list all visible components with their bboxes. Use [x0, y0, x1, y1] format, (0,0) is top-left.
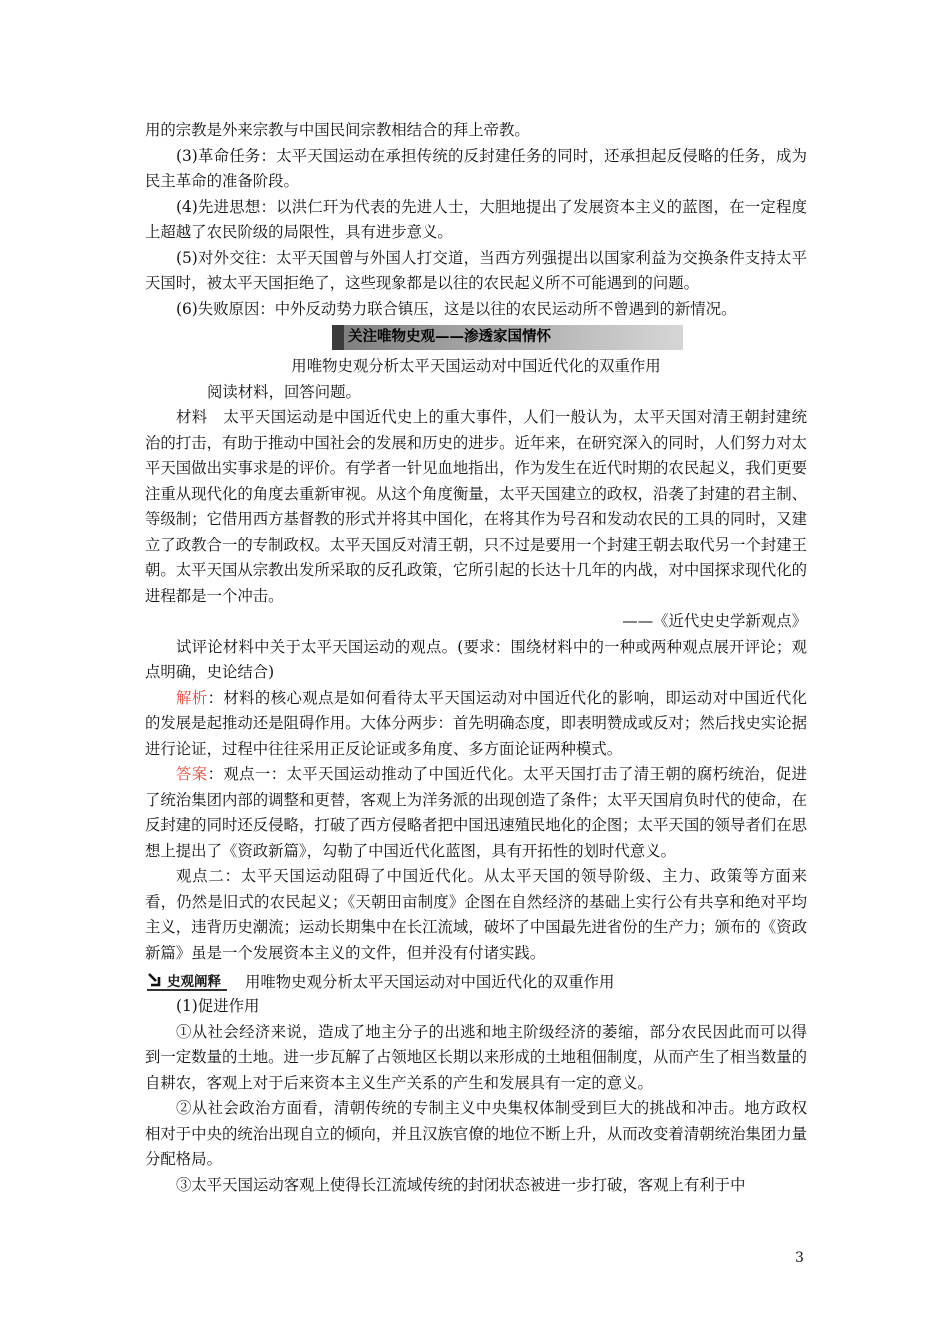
- answer: [145, 762, 807, 864]
- answer-viewpoint-two: 观点二：太平天国运动阻碍了中国近代化。从太平天国的领导阶级、主力、政策等方面来看，仍然是旧式的农民起义；《天朝田亩制度》企图在自然经济的基础上实行公有共享和绝对平均主义，违背历史潮流；运动长期集中在长江流域，破坏了中国最先进省份的生产力；颁布的《资政新篇》虽是一个发展资本主义的文件，但并没有付诸实践。: [145, 867, 807, 962]
- material-source: ——《近代史史学新观点》: [622, 612, 807, 630]
- tag-title: 用唯物史观分析太平天国运动对中国近代化的双重作用: [245, 973, 615, 991]
- page-number: 3: [795, 1250, 804, 1266]
- question: 试评论材料中关于太平天国运动的观点。(要求：围绕材料中的一种或两种观点展开评论；观点明确，史论结合): [145, 637, 807, 681]
- material-text: 材料 太平天国运动是中国近代史上的重大事件，人们一般认为，太平天国对清王朝封建统治的打击，有助于推动中国社会的发展和历史的进步。近年来，在研究深入的同时，人们努力对太平天国做出实事求是的评价。有学者一针见血地指出，作为发生在近代时期的农民起义，我们更要注重从现代化的角度去重新审视。从这个角度衡量，太平天国建立的政权，沿袭了封建的君主制、等级制；它借用西方基督教的形式并将其中国化，在将其作为号召和发动农民的工具的同时，又建立了政教合一的专制政权。太平天国反对清王朝，只不过是要用一个封建王朝去取代另一个封建王朝。太平天国从宗教出发所采取的反孔政策，它所引起的长达十几年的内战，对中国探求现代化的进程都是一个冲击。: [145, 408, 807, 605]
- section-banner: [332, 325, 683, 350]
- point-item: ①从社会经济来说，造成了地主分子的出逃和地主阶级经济的萎缩，部分农民因此而可以得到一定数量的土地。进一步瓦解了占领地区长期以来形成的土地租佃制度，从而产生了相当数量的自耕农，客观上对于后来资本主义生产关系的产生和发展具有一定的意义。: [145, 1022, 807, 1092]
- paragraph: (4)先进思想：以洪仁玕为代表的先进人士，大胆地提出了发展资本主义的蓝图，在一定程度上超越了农民阶级的局限性，具有进步意义。: [145, 197, 807, 241]
- point-item: ②从社会政治方面看，清朝传统的专制主义中央集权体制受到巨大的挑战和冲击。地方政权相对于中央的统治出现自立的倾向，并且汉族官僚的地位不断上升，从而改变着清朝统治集团力量分配格局。: [145, 1099, 807, 1168]
- tag-label: 史观阐释: [167, 974, 221, 990]
- arrow-icon: [147, 973, 163, 987]
- paragraph: (3)革命任务：太平天国运动在承担传统的反封建任务的同时，还承担起反侵略的任务，成为民主革命的准备阶段。: [145, 146, 807, 190]
- point-item: ③太平天国运动客观上使得长江流域传统的封闭状态被进一步打破，客观上有利于中: [176, 1175, 746, 1194]
- page-content: [145, 118, 807, 1198]
- analysis-text: ：材料的核心观点是如何看待太平天国运动对中国近代化的影响，即运动对中国近代化的发展是起推动还是阻碍作用。大体分两步：首先明确态度，即表明赞成或反对；然后找史实论据进行论证，过程中往往采用正反论证或多角度、多方面论证两种模式。: [145, 688, 807, 758]
- instruction: 阅读材料，回答问题。: [207, 382, 361, 401]
- analysis-label: 解析: [176, 688, 208, 707]
- interpretation-tag: [147, 971, 227, 991]
- paragraph: (6)失败原因：中外反动势力联合镇压，这是以往的农民运动所不曾遇到的新情况。: [176, 299, 737, 318]
- answer-label: 答案: [176, 765, 208, 783]
- promote-heading: (1)促进作用: [176, 997, 260, 1015]
- analysis: [145, 686, 807, 763]
- banner-text: 关注唯物史观——渗透家国情怀: [348, 329, 551, 345]
- answer-text: ：观点一：太平天国运动推动了中国近代化。太平天国打击了清王朝的腐朽统治，促进了统治集团内部的调整和更替，客观上为洋务派的出现创造了条件；太平天国肩负时代的使命，在反封建的同时还反侵略，打破了西方侵略者把中国迅速殖民地化的企图；太平天国的领导者们在思想上提出了《资政新篇》，勾勒了中国近代化蓝图，具有开拓性的划时代意义。: [145, 765, 807, 860]
- section-title: 用唯物史观分析太平天国运动对中国近代化的双重作用: [291, 357, 661, 375]
- paragraph: (5)对外交往：太平天国曾与外国人打交道，当西方列强提出以国家利益为交换条件支持太平天国时，被太平天国拒绝了，这些现象都是以往的农民起义所不可能遇到的问题。: [145, 248, 807, 292]
- banner-bar-icon: [332, 325, 344, 350]
- interpretation-heading: [145, 968, 807, 994]
- paragraph: 用的宗教是外来宗教与中国民间宗教相结合的拜上帝教。: [145, 121, 530, 139]
